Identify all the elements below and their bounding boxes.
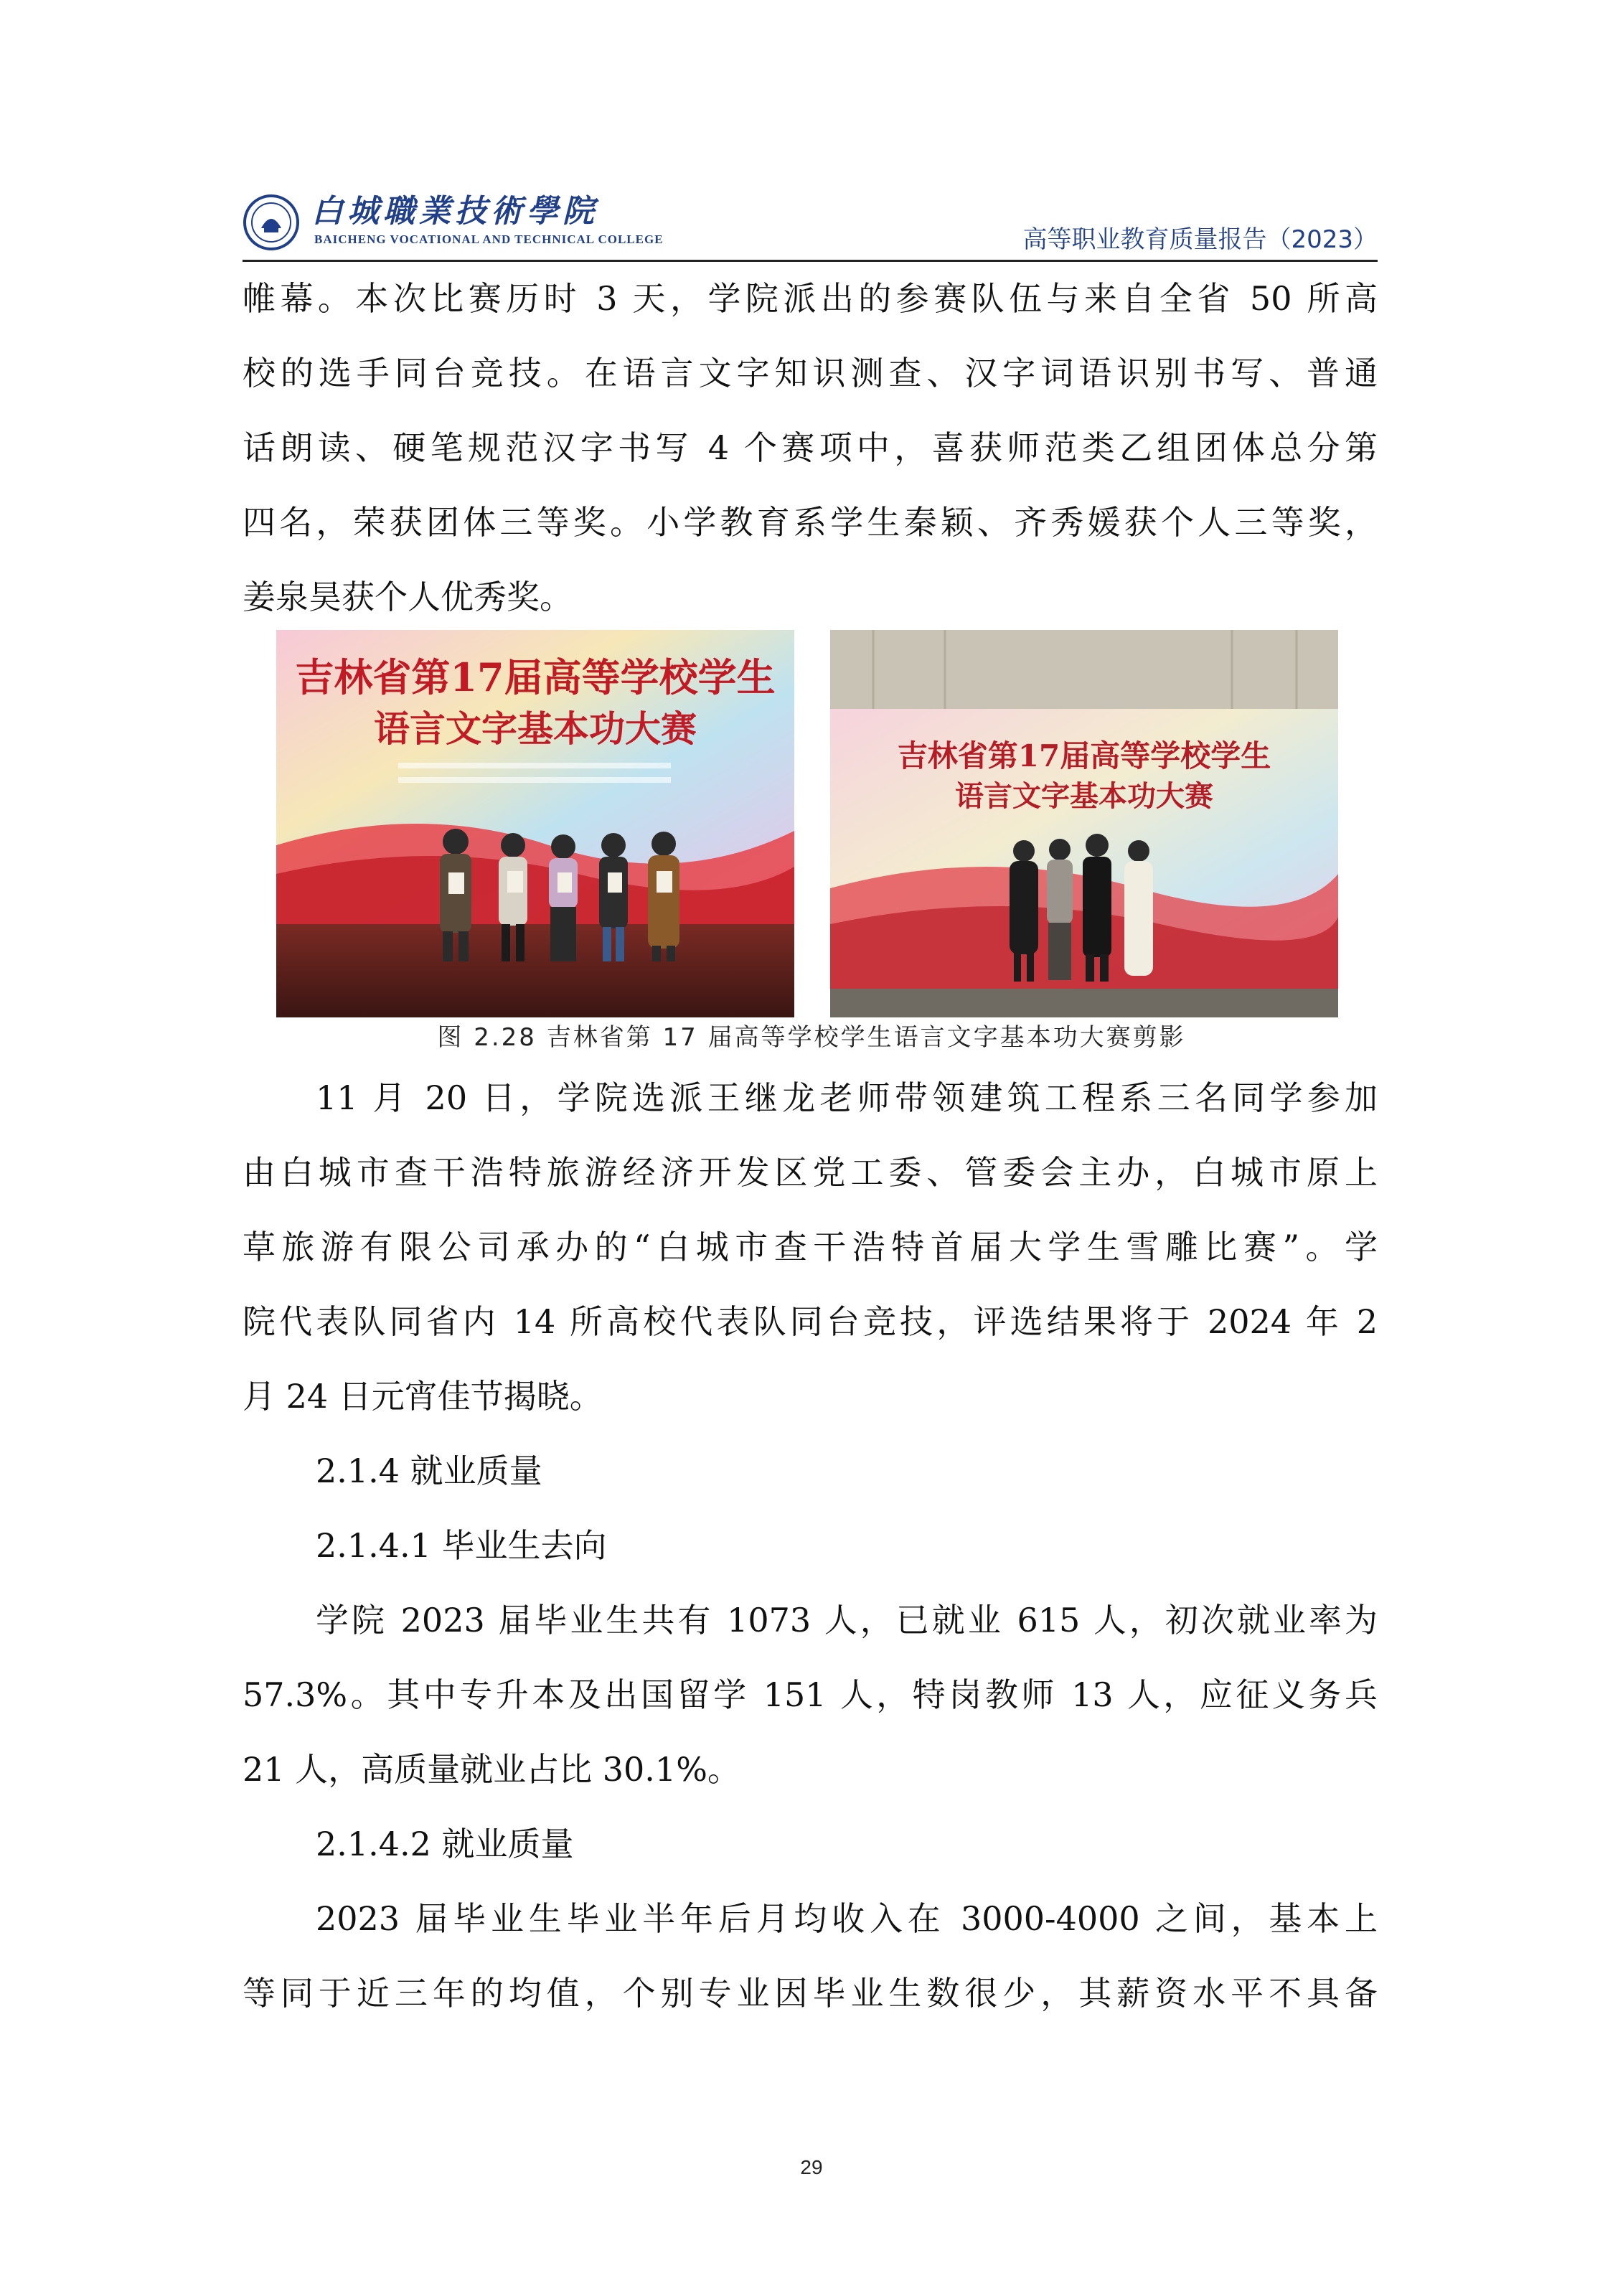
banner-title-line2: 语言文字基本功大赛 [955, 779, 1213, 813]
report-title: 高等职业教育质量报告（2023） [1022, 225, 1378, 254]
paragraph-graduate-destination [243, 1583, 1378, 1807]
paragraph-income [243, 1881, 1378, 2031]
section-heading-employment-quality-sub: 2.1.4.2 就业质量 [316, 1825, 574, 1863]
banner-title-line1: 吉林省第17届高等学校学生 [897, 738, 1271, 773]
text-line: 等同于近三年的均值，个别专业因毕业生数很少，其薪资水平不具备 [243, 1974, 1378, 2013]
text-line: 话朗读、硬笔规范汉字书写 4 个赛项中，喜获师范类乙组团体总分第 [243, 428, 1378, 467]
text-line: 月 24 日元宵佳节揭晓。 [243, 1377, 603, 1416]
text-line: 21 人，高质量就业占比 30.1%。 [243, 1750, 740, 1789]
text-line: 57.3%。其中专升本及出国留学 151 人，特岗教师 13 人，应征义务兵 [243, 1675, 1378, 1714]
text-line: 校的选手同台竞技。在语言文字知识测查、汉字词语识别书写、普通 [243, 354, 1378, 392]
college-logo [243, 194, 817, 251]
figure-caption: 图 2.28 吉林省第 17 届高等学校学生语言文字基本功大赛剪影 [437, 1023, 1186, 1052]
text-line: 2023 届毕业生毕业半年后月均收入在 3000-4000 之间，基本上 [316, 1899, 1378, 1938]
competition-photo-stage [276, 630, 794, 1017]
section-heading-employment-quality: 2.1.4 就业质量 [316, 1452, 542, 1490]
competition-photo-backdrop [830, 630, 1338, 1017]
paragraph-snow-sculpture [243, 1060, 1378, 1434]
banner-title-line2: 语言文字基本功大赛 [374, 707, 697, 750]
text-line: 由白城市查干浩特旅游经济开发区党工委、管委会主办，白城市原上 [243, 1153, 1378, 1192]
page-number: 29 [800, 2156, 823, 2178]
paragraph-competition-result [243, 261, 1378, 634]
page-header [243, 188, 1378, 260]
text-line: 11 月 20 日，学院选派王继龙老师带领建筑工程系三名同学参加 [316, 1078, 1378, 1117]
text-line: 姜泉昊获个人优秀奖。 [243, 578, 573, 616]
college-seal-icon [243, 194, 300, 251]
section-heading-graduate-destination: 2.1.4.1 毕业生去向 [316, 1526, 607, 1565]
text-line: 四名，荣获团体三等奖。小学教育系学生秦颖、齐秀媛获个人三等奖， [243, 503, 1378, 542]
text-line: 学院 2023 届毕业生共有 1073 人，已就业 615 人，初次就业率为 [316, 1601, 1378, 1639]
logo-english-name: BAICHENG VOCATIONAL AND TECHNICAL COLLEGE [314, 232, 664, 246]
text-line: 草旅游有限公司承办的“白城市查干浩特首届大学生雪雕比赛”。学 [243, 1228, 1378, 1266]
banner-title-line1: 吉林省第17届高等学校学生 [295, 654, 776, 700]
text-line: 帷幕。本次比赛历时 3 天，学院派出的参赛队伍与来自全省 50 所高 [243, 279, 1378, 318]
logo-chinese-name: 白城職業技術學院 [311, 193, 598, 230]
text-line: 院代表队同省内 14 所高校代表队同台竞技，评选结果将于 2024 年 2 [243, 1302, 1378, 1341]
